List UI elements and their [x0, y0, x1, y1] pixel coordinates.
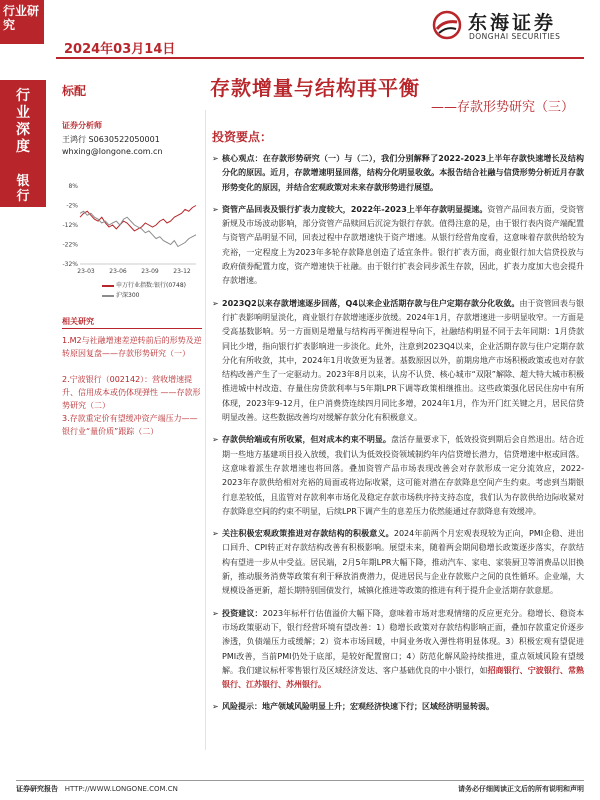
key-point-text: 2024年前两个月宏观表现较为正向，PMI企稳、进出口回升、CPI转正对存款结构改善有积极影响。展望未来，随着两会期间稳增长政策逐步落实，存款结构有望进一步从中受益。居民端，2月5年期LPR大幅下降，推动汽车、家电、家装厨卫等消费品以旧换新，推动服务消费等政策有利于释放消费潜力，促进居民与企业存款账户之间的良性循环。企业端，大规模设备更新，超长期特别国债发行，城镇化推进等政策的推进有利于提升企业活期存款意愿。 — [222, 529, 584, 596]
legend-item-bank — [102, 280, 186, 289]
key-point-paragraph — [212, 433, 584, 519]
related-research-divider — [62, 328, 202, 329]
legend-label: 沪深300 — [116, 292, 140, 299]
legend-swatch — [102, 285, 114, 287]
analyst-name: 王鸿行 — [62, 135, 86, 144]
analyst-name-line — [62, 134, 160, 145]
bullet-icon: ➢ — [212, 298, 219, 308]
bullet-icon: ➢ — [212, 702, 219, 712]
related-item[interactable]: 1.M2与社融增速差逆转前后的形势及逆转原因复盘——存款形势研究（一） — [62, 336, 202, 358]
bullet-icon: ➢ — [212, 154, 219, 163]
report-date: 2024年03月14日 — [64, 42, 176, 57]
related-item[interactable]: 3.存款重定价有望缓冲资产端压力——银行业“量价质”跟踪（二） — [62, 414, 198, 436]
key-point-paragraph — [212, 297, 584, 426]
analyst-label: 证券分析师 — [62, 121, 102, 130]
related-item[interactable]: 2.宁波银行（002142）：营收增速提升、信用成本或仍体现弹性 ——存款形势研究（二） — [62, 375, 201, 410]
column-divider — [205, 110, 206, 750]
legend-label: 申万行业指数:银行(0748) — [116, 282, 186, 289]
x-tick-label: 23-09 — [141, 268, 159, 275]
recommended-banks: 招商银行、宁波银行、常熟银行、江苏银行、苏州银行。 — [222, 665, 584, 690]
related-research-title: 相关研究 — [62, 317, 94, 326]
bullet-icon: ➢ — [212, 435, 219, 445]
key-point-paragraph — [212, 700, 584, 714]
y-tick-label: -2% — [66, 202, 78, 210]
analyst-email[interactable]: whxing@longone.com.cn — [62, 147, 163, 156]
y-tick-label: -12% — [62, 222, 78, 229]
x-tick-label: 23-12 — [173, 268, 191, 275]
key-point-lead: 核心观点：在存款形势研究（一）与（二），我们分别解释了2022-2023上半年存款快速增长及结构分化的原因。近月，存款增速明显回落，结构分化明显收敛。本报告结合社融与信贷形势分析近月存款形势变化的原因，并结合宏观政策对未来存款形势进行展望。 — [222, 154, 584, 192]
logo-text-en: DONGHAI SECURITIES — [469, 32, 561, 41]
bullet-icon: ➢ — [212, 204, 219, 214]
key-point-paragraph — [212, 203, 584, 289]
key-points-title: 投资要点： — [212, 130, 273, 144]
report-category-label: 行业研究 — [3, 4, 40, 32]
key-point-lead: 风险提示：地产领域风险明显上升；宏观经济快速下行；区域经济明显转弱。 — [222, 702, 494, 712]
legend-swatch — [102, 295, 114, 297]
key-point-paragraph — [212, 607, 584, 693]
key-point-text: 由于资管回表与银行扩表影响明显淡化，商业银行存款增速逐步放缓。2024年1月，存款增速进一步明显收窄。一方面是受高基数影响。另一方面则是增量与结构再平衡进程导向下，社融结构明显不同于去年同期：1月贷款同比少增，指向银行扩表影响进一步淡化。此外，注意到2023Q4以来，企业活期存款与住户定期存款分化有所收敛，其中，2024年1月收敛更为显著。基数原因以外，前期房地产市场积极政策或也对存款结构改善产生了一定驱动力。2023年8月以来，认房不认贷、核心城市“双限”解除、超大特大城市积极推进城中村改造、存量住房贷款利率与5年期LPR下调等政策相继推出。这些政策强化居民住房中有所体现，2023年9-12月，住户消费贷连续四月同比多增，2024年1月，作为开门红关键之月，居民信贷明显改善。这些数据改善均对缓解存款分化有积极意义。 — [222, 298, 585, 423]
price-chart-svg — [58, 180, 200, 290]
key-point-paragraph — [212, 527, 584, 598]
industry-depth-label: 行 业 深 度 — [16, 88, 30, 155]
footer-report-label: 证券研究报告 — [16, 785, 58, 793]
key-points-body — [212, 152, 584, 723]
legend-item-hs300 — [102, 290, 139, 299]
footer-left — [16, 784, 178, 794]
logo-text-cn: 东海证券 — [468, 12, 557, 34]
report-category-tab — [0, 0, 44, 44]
report-subtitle: ——存款形势研究（三） — [430, 100, 574, 115]
key-point-lead: 投资建议： — [222, 608, 263, 618]
bullet-icon: ➢ — [212, 529, 219, 539]
key-point-lead: 2023Q2以来存款增速逐步回落，Q4以来企业活期存款与住户定期存款分化收敛。 — [222, 298, 520, 308]
key-point-text: 资管产品回表方面，受资管新规及市场波动影响，部分资管产品赎回后沉淀为银行存款。值得注意的是，由于银行表内资产端配置与资管产品明显不同，回表过程中存款增速快于资产增速。从银行经营角度看，这意味着存款供给较为充裕，一定程度上为2023年多轮存款降息创造了适宜条件。银行扩表方面，商业银行加大信贷投放与政府债券配置力度，资产增速快于社融。由于银行扩表会同步派生存款，因此，扩表力度加大也会提升存款增速。 — [222, 204, 584, 286]
price-chart — [58, 180, 200, 312]
footer-website[interactable]: HTTP://WWW.LONGONE.COM.CN — [64, 785, 178, 793]
y-tick-label: -22% — [62, 241, 78, 249]
y-tick-label: -32% — [62, 261, 78, 268]
report-title: 存款增量与结构再平衡 — [210, 76, 420, 100]
x-tick-label: 23-06 — [109, 268, 127, 275]
y-tick-label: 8% — [68, 183, 78, 190]
key-point-lead: 关注积极宏观政策推进对存款结构的积极意义。 — [222, 529, 394, 539]
key-point-lead: 资管产品回表及银行扩表力度较大，2022年-2023上半年存款明显提速。 — [222, 204, 488, 214]
logo-mark-icon — [432, 10, 462, 40]
industry-rating: 标配 — [62, 84, 87, 98]
key-point-text: 盘活存量要求下，低效投资到期后会自然退出。结合近期一些地方基建项目投入放缓，我们认为低效投资领域制约年内信贷增长潜力，信贷增速中枢或回落。这意味着派生存款增速也将回落。叠加资管产品市场表现改善会对存款形成一定分流效应，2022-2023年存款供给相对充裕的局面或将边际收紧，这可能对潜在存款降息空间产生约束。考虑到当期银行息差较低，且监管对存款利率市场化及稳定存款市场秩序持支持态度，我们认为存款供给边际收紧对存款降息空间的约束不明显，后续LPR下调产生的息差压力依然能通过存款降息有效缓冲。 — [222, 435, 584, 516]
key-point-lead: 存款供给端或有所收紧，但对成本约束不明显。 — [222, 435, 391, 445]
company-logo — [432, 8, 582, 44]
key-point-text: 2023年标杆行估值溢价大幅下降，意味着市场对悲观情绪的反应更充分。稳增长、稳资本市场政策驱动下，银行经营环境有望改善：1）稳增长政策对存款结构影响正面，叠加存款重定价逐步渗透，负债端压力或缓解；2）资本市场回暖，中间业务收入弹性将明显体现。3）积极宏观有望促进PMI改善，当前PMI仍处于底部，是较好配置窗口；4）防范化解风险持续推进，重点领域风险有望缓解。我们建议标杆零售银行及区域经济发达、客户基础优良的中小银行，如 — [222, 608, 584, 675]
bullet-icon: ➢ — [212, 608, 219, 618]
footer-divider — [16, 780, 584, 781]
x-tick-label: 23-03 — [77, 268, 95, 275]
analyst-cert: S0630522050001 — [88, 135, 160, 144]
header-divider — [56, 57, 584, 59]
key-point-paragraph — [212, 152, 584, 195]
sector-label: 银 行 — [16, 174, 30, 204]
footer-disclaimer: 请务必仔细阅读正文后的所有说明和声明 — [458, 785, 584, 793]
